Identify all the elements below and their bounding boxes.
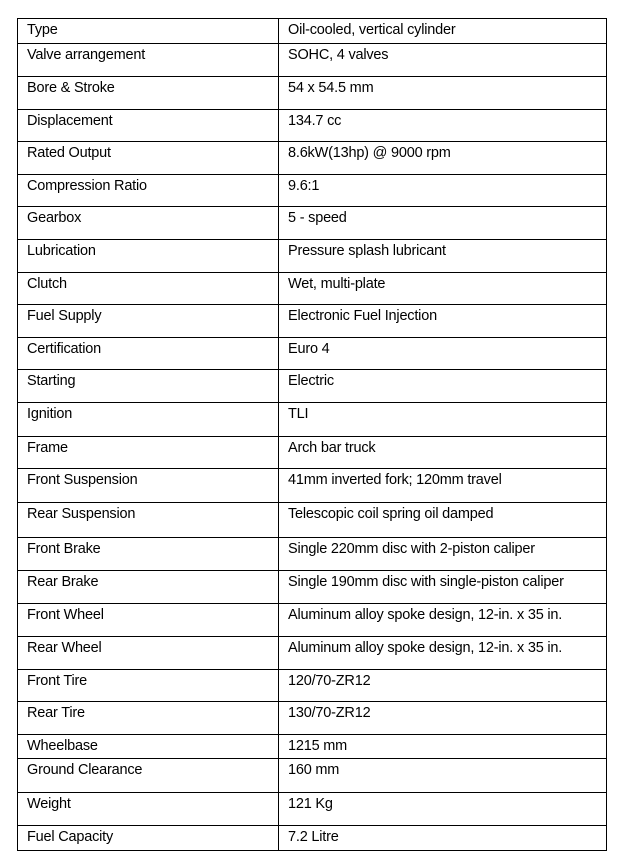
spec-value: Aluminum alloy spoke design, 12-in. x 35 in. — [279, 637, 607, 670]
table-row — [18, 77, 607, 110]
spec-label: Rear Suspension — [18, 503, 279, 538]
spec-label: Gearbox — [18, 207, 279, 240]
spec-label: Bore & Stroke — [18, 77, 279, 110]
table-row — [18, 735, 607, 759]
spec-label: Front Wheel — [18, 604, 279, 637]
table-row — [18, 305, 607, 338]
spec-label: Rated Output — [18, 142, 279, 175]
spec-value: Arch bar truck — [279, 437, 607, 469]
spec-label: Ground Clearance — [18, 759, 279, 793]
spec-value: 121 Kg — [279, 793, 607, 826]
table-row — [18, 19, 607, 44]
spec-label: Lubrication — [18, 240, 279, 273]
spec-label: Fuel Capacity — [18, 826, 279, 851]
spec-value: Single 190mm disc with single-piston caliper — [279, 571, 607, 604]
table-row — [18, 273, 607, 305]
spec-value: Pressure splash lubricant — [279, 240, 607, 273]
spec-label: Frame — [18, 437, 279, 469]
table-row — [18, 110, 607, 142]
table-row — [18, 240, 607, 273]
spec-label: Valve arrangement — [18, 44, 279, 77]
spec-value: Electric — [279, 370, 607, 403]
spec-value: 1215 mm — [279, 735, 607, 759]
table-row — [18, 637, 607, 670]
table-row — [18, 571, 607, 604]
spec-value: 8.6kW(13hp) @ 9000 rpm — [279, 142, 607, 175]
table-row — [18, 370, 607, 403]
spec-table — [17, 18, 607, 851]
spec-label: Rear Brake — [18, 571, 279, 604]
table-row — [18, 437, 607, 469]
spec-label: Wheelbase — [18, 735, 279, 759]
spec-value: 120/70-ZR12 — [279, 670, 607, 702]
table-row — [18, 469, 607, 503]
spec-label: Fuel Supply — [18, 305, 279, 338]
table-row — [18, 503, 607, 538]
spec-label: Weight — [18, 793, 279, 826]
spec-label: Front Brake — [18, 538, 279, 571]
spec-value: Aluminum alloy spoke design, 12-in. x 35 in. — [279, 604, 607, 637]
table-row — [18, 403, 607, 437]
spec-value: 54 x 54.5 mm — [279, 77, 607, 110]
spec-label: Displacement — [18, 110, 279, 142]
table-row — [18, 759, 607, 793]
table-row — [18, 793, 607, 826]
spec-value: TLI — [279, 403, 607, 437]
table-row — [18, 142, 607, 175]
spec-value: 9.6:1 — [279, 175, 607, 207]
spec-label: Compression Ratio — [18, 175, 279, 207]
spec-value: Oil-cooled, vertical cylinder — [279, 19, 607, 44]
spec-value: Electronic Fuel Injection — [279, 305, 607, 338]
spec-value: Single 220mm disc with 2-piston caliper — [279, 538, 607, 571]
table-row — [18, 604, 607, 637]
spec-value: 41mm inverted fork; 120mm travel — [279, 469, 607, 503]
table-row — [18, 207, 607, 240]
spec-value: 7.2 Litre — [279, 826, 607, 851]
spec-label: Type — [18, 19, 279, 44]
spec-value: 160 mm — [279, 759, 607, 793]
spec-label: Front Tire — [18, 670, 279, 702]
spec-label: Front Suspension — [18, 469, 279, 503]
spec-label: Clutch — [18, 273, 279, 305]
spec-value: Wet, multi-plate — [279, 273, 607, 305]
table-row — [18, 175, 607, 207]
spec-label: Starting — [18, 370, 279, 403]
spec-value: Euro 4 — [279, 338, 607, 370]
spec-value: 130/70-ZR12 — [279, 702, 607, 735]
spec-label: Ignition — [18, 403, 279, 437]
spec-value: SOHC, 4 valves — [279, 44, 607, 77]
spec-table-body — [18, 19, 607, 851]
table-row — [18, 670, 607, 702]
spec-value: Telescopic coil spring oil damped — [279, 503, 607, 538]
table-row — [18, 826, 607, 851]
spec-value: 5 - speed — [279, 207, 607, 240]
spec-label: Rear Tire — [18, 702, 279, 735]
spec-label: Rear Wheel — [18, 637, 279, 670]
table-row — [18, 538, 607, 571]
table-row — [18, 702, 607, 735]
spec-value: 134.7 cc — [279, 110, 607, 142]
table-row — [18, 44, 607, 77]
table-row — [18, 338, 607, 370]
spec-label: Certification — [18, 338, 279, 370]
